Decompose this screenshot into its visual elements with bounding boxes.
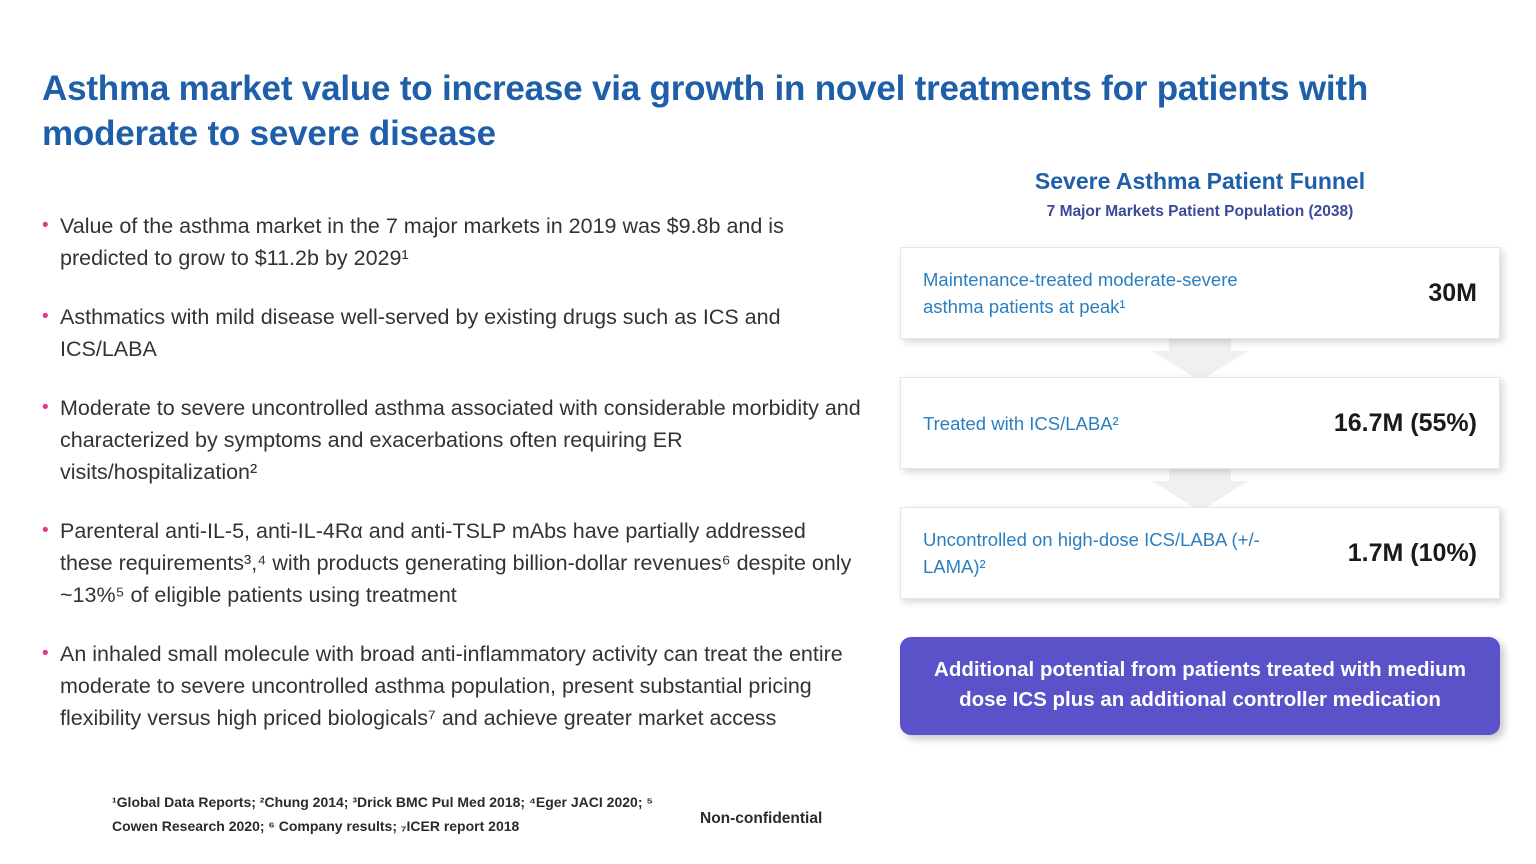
funnel-subtitle: 7 Major Markets Patient Population (2038) <box>1046 203 1354 220</box>
bullet-text: Moderate to severe uncontrolled asthma associated with considerable morbidity and characterized by symptoms and exacerbations often requiring ER visits/hospitalization² <box>60 396 861 484</box>
bullet-list <box>42 210 862 761</box>
list-item <box>42 301 862 365</box>
additional-potential-callout: Additional potential from patients treated with medium dose ICS plus an additional controller medication <box>900 637 1500 735</box>
list-item <box>42 210 862 274</box>
bullet-marker-icon: • <box>42 397 49 418</box>
bullet-text: Parenteral anti-IL-5, anti-IL-4Rα and anti-TSLP mAbs have partially addressed these requirements³,⁴ with products generating billion-dollar revenues⁶ despite only ~13%⁵ of eligible patients using treatment <box>60 519 852 607</box>
funnel-title: Severe Asthma Patient Funnel <box>1034 168 1366 194</box>
funnel-stage <box>900 507 1500 599</box>
funnel-stage <box>900 377 1500 469</box>
funnel-stage <box>900 247 1500 339</box>
list-item <box>42 515 862 611</box>
page-title: Asthma market value to increase via growth in novel treatments for patients with moderate to severe disease <box>42 69 1369 154</box>
bullet-text: Asthmatics with mild disease well-served by existing drugs such as ICS and ICS/LABA <box>60 305 781 361</box>
bullet-marker-icon: • <box>42 520 49 541</box>
funnel-stage-label: Uncontrolled on high-dose ICS/LABA (+/- LAMA)² <box>923 529 1260 577</box>
confidentiality-label: Non-confidential <box>700 810 823 827</box>
funnel-stage-label: Maintenance-treated moderate-severe asthma patients at peak¹ <box>923 269 1238 317</box>
severe-asthma-patient-funnel <box>900 168 1500 735</box>
footnotes: ¹Global Data Reports; ²Chung 2014; ³Drick BMC Pul Med 2018; ⁴Eger JACI 2020; ⁵ Cowen Research 2020; ⁶ Company results; ₇ICER report 2018 <box>112 794 653 834</box>
funnel-stage-label: Treated with ICS/LABA² <box>923 412 1119 434</box>
bullet-text: An inhaled small molecule with broad anti-inflammatory activity can treat the entire moderate to severe uncontrolled asthma population, present substantial pricing flexibility versus high priced biologicals⁷ and achieve greater market access <box>60 642 843 730</box>
funnel-stage-value: 16.7M (55%) <box>1333 408 1477 437</box>
funnel-stack <box>900 247 1500 599</box>
list-item <box>42 638 862 734</box>
funnel-stage-value: 30M <box>1428 278 1477 307</box>
bullet-marker-icon: • <box>42 643 49 664</box>
bullet-text: Value of the asthma market in the 7 major markets in 2019 was $9.8b and is predicted to grow to $11.2b by 2029¹ <box>60 214 784 270</box>
funnel-stage-value: 1.7M (10%) <box>1347 538 1477 567</box>
bullet-marker-icon: • <box>42 215 49 236</box>
list-item <box>42 392 862 488</box>
bullet-marker-icon: • <box>42 306 49 327</box>
